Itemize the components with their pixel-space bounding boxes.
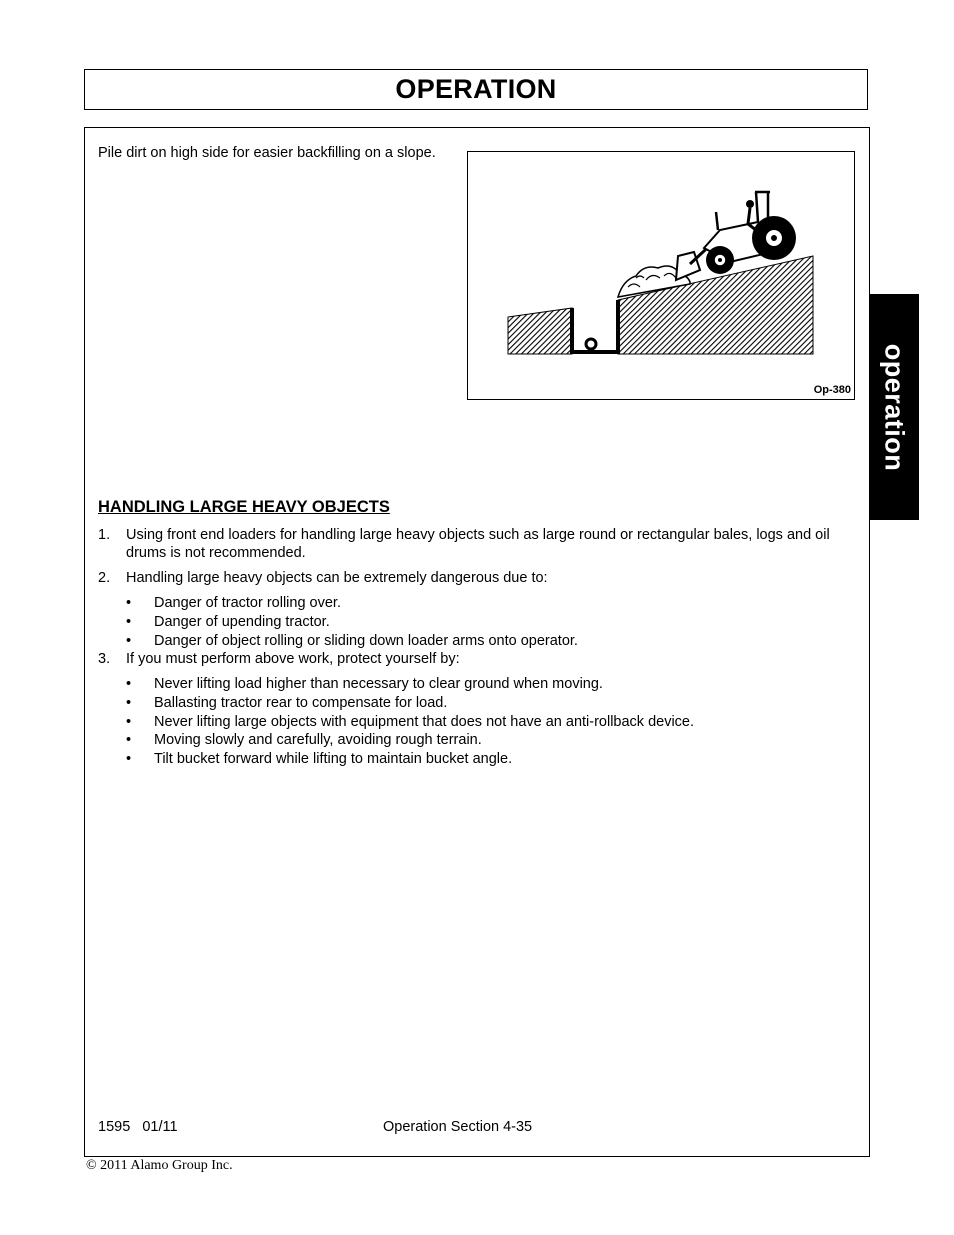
bullet-icon: • (126, 732, 132, 748)
bullet-item (126, 594, 846, 612)
page-title: OPERATION (395, 74, 557, 104)
section-heading: HANDLING LARGE HEAVY OBJECTS (98, 498, 390, 516)
list-item (98, 569, 858, 587)
bullet-text: Ballasting tractor rear to compensate for load. (154, 695, 448, 711)
bullet-text: Danger of upending tractor. (154, 614, 330, 630)
header-box (84, 69, 868, 110)
bullet-icon: • (126, 695, 132, 711)
bullet-icon: • (126, 595, 132, 611)
list-item-text: If you must perform above work, protect yourself by: (126, 651, 460, 667)
bullet-icon: • (126, 676, 132, 692)
bullet-text: Never lifting large objects with equipment that does not have an anti-rollback device. (154, 714, 695, 730)
intro-paragraph: Pile dirt on high side for easier backfilling on a slope. (98, 145, 436, 161)
side-tab-label: operation (879, 343, 910, 471)
tractor-loader-slope-illustration (468, 152, 854, 398)
copyright: © 2011 Alamo Group Inc. (86, 1158, 233, 1173)
bullet-item (126, 675, 846, 693)
footer-section: Operation Section 4-35 (383, 1119, 533, 1135)
footer-model-date: 1595 01/11 (98, 1119, 178, 1135)
list-item (98, 650, 858, 668)
side-tab (869, 294, 919, 520)
bullet-icon: • (126, 714, 132, 730)
list-item-text: Using front end loaders for handling large heavy objects such as large round or rectangular bales, logs and oil drums is not recommended. (126, 527, 830, 561)
bullet-item (126, 750, 846, 768)
list-item-number: 2. (98, 570, 111, 586)
bullet-item (126, 694, 846, 712)
list-item-text: Handling large heavy objects can be extremely dangerous due to: (126, 570, 548, 586)
bullet-text: Moving slowly and carefully, avoiding rough terrain. (154, 732, 482, 748)
bullet-item (126, 713, 846, 731)
bullet-text: Tilt bucket forward while lifting to maintain bucket angle. (154, 751, 513, 767)
bullet-text: Danger of tractor rolling over. (154, 595, 341, 611)
bullet-icon: • (126, 633, 132, 649)
bullet-item (126, 632, 846, 650)
figure-label: Op-380 (813, 384, 851, 396)
list-item (98, 526, 858, 562)
bullet-icon: • (126, 751, 132, 767)
bullet-text: Never lifting load higher than necessary to clear ground when moving. (154, 676, 603, 692)
figure (467, 151, 855, 400)
list-item-number: 3. (98, 651, 111, 667)
bullet-text: Danger of object rolling or sliding down loader arms onto operator. (154, 633, 578, 649)
bullet-icon: • (126, 614, 132, 630)
bullet-item (126, 731, 846, 749)
list-item-number: 1. (98, 527, 111, 543)
bullet-item (126, 613, 846, 631)
